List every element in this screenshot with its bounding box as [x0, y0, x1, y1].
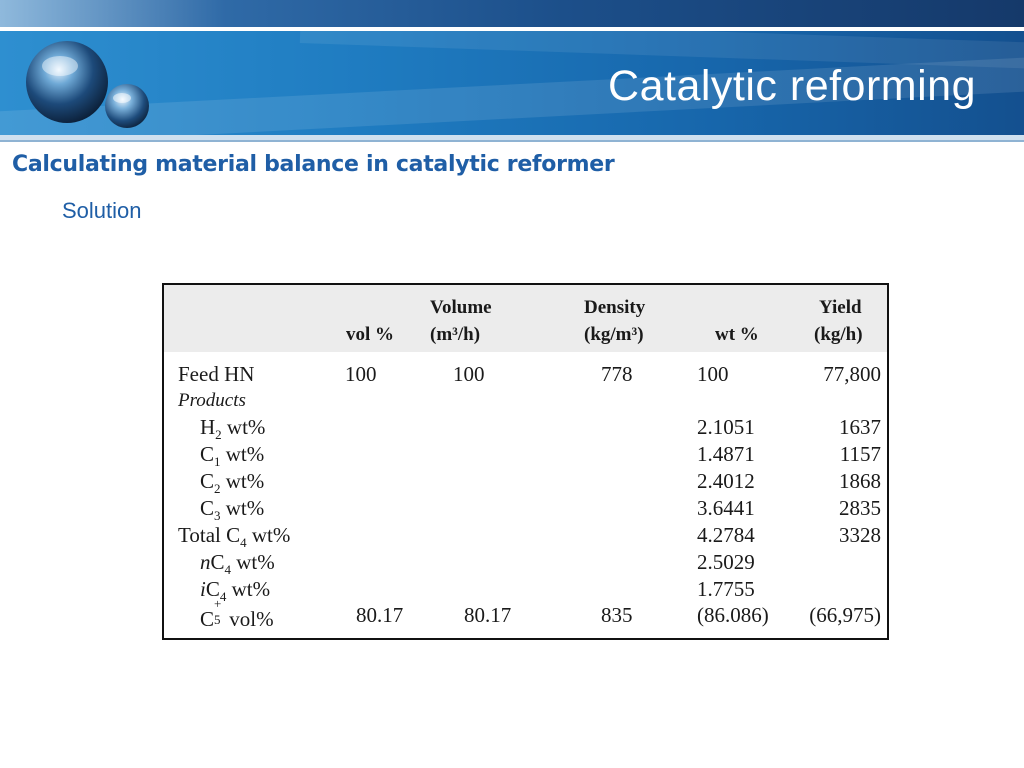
row-label-c1: $C_1$ wt%	[200, 442, 265, 470]
c5-vol: 80.17	[356, 603, 404, 627]
total-c4-yield: 3328	[839, 523, 881, 547]
c5-volume: 80.17	[464, 603, 512, 627]
header-density: Density	[584, 297, 646, 318]
header-yield: Yield	[819, 297, 862, 318]
row-label-feed: Feed HN	[178, 362, 255, 386]
row-label-c5-plus: C + 5 vol%	[200, 596, 274, 631]
h2-wt: 2.1051	[697, 415, 755, 439]
c1-wt: 1.4871	[697, 442, 755, 466]
feed-vol: 100	[345, 362, 377, 386]
sphere-logo-icon	[22, 38, 152, 130]
row-label-c2: $C_2$ wt%	[200, 469, 265, 497]
table-header-band	[164, 285, 887, 352]
material-balance-table	[162, 283, 889, 640]
h2-yield: 1637	[839, 415, 881, 439]
total-c4-wt: 4.2784	[697, 523, 755, 547]
c1-yield: 1157	[839, 442, 881, 466]
c5-wt: (86.086)	[697, 603, 769, 627]
row-label-h2: $H_2$ wt%	[200, 415, 266, 443]
row-label-nc4: $nC_4$ wt%	[200, 550, 275, 578]
header-top-bar	[0, 0, 1024, 27]
row-label-c3: $C_3$ wt%	[200, 496, 265, 524]
ic4-wt: 1.7755	[697, 577, 755, 601]
c2-yield: 1868	[839, 469, 881, 493]
slide-title: Catalytic reforming	[608, 62, 976, 110]
solution-label: Solution	[62, 198, 142, 223]
section-heading: Calculating material balance in catalytic reformer	[12, 152, 615, 177]
row-label-ic4: $iC_4$ wt%	[200, 577, 271, 605]
feed-wt: 100	[697, 362, 729, 386]
feed-density: 778	[601, 362, 633, 386]
row-label-total-c4: Total $C_4$ wt%	[178, 523, 291, 551]
nc4-wt: 2.5029	[697, 550, 755, 574]
header-vol-pct: vol %	[346, 324, 395, 345]
feed-yield: 77,800	[823, 362, 881, 386]
header-volume-unit: (m³/h)	[430, 324, 481, 345]
header-yield-unit: (kg/h)	[814, 324, 863, 345]
header-wt-pct: wt %	[715, 324, 759, 345]
header-density-unit: (kg/m³)	[584, 324, 644, 345]
row-label-products: Products	[178, 390, 246, 411]
feed-volume: 100	[453, 362, 485, 386]
c5-density: 835	[601, 603, 633, 627]
c3-wt: 3.6441	[697, 496, 755, 520]
c3-yield: 2835	[839, 496, 881, 520]
c2-wt: 2.4012	[697, 469, 755, 493]
banner-bottom-line-dark	[0, 140, 1024, 142]
c5-yield: (66,975)	[809, 603, 881, 627]
header-volume: Volume	[430, 297, 492, 318]
